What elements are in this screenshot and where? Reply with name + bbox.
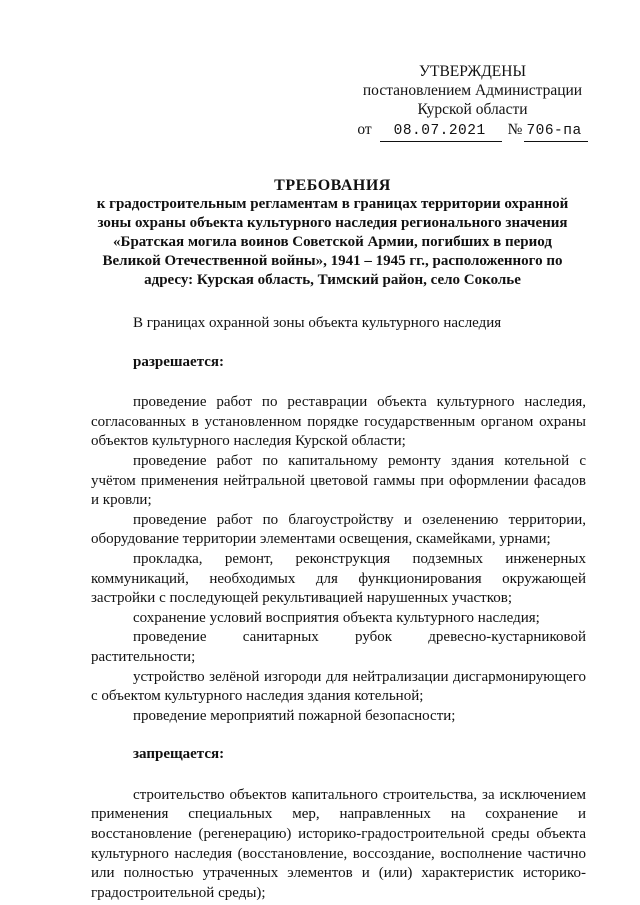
title-line: зоны охраны объекта культурного наследия регионального значения xyxy=(97,215,568,231)
approval-decree-line: постановлением Администрации xyxy=(362,82,583,99)
number-prefix: № xyxy=(507,121,523,138)
approval-number: 706-па xyxy=(524,122,587,142)
approval-date-line xyxy=(350,120,595,142)
document-title xyxy=(80,176,585,290)
list-item: проведение работ по капитальному ремонту здания котельной с учётом применения нейтральной цветовой гаммы при оформлении фасадов и кровли; xyxy=(91,452,586,509)
title-line: «Братская могила воинов Советской Армии, погибших в период xyxy=(113,234,552,250)
list-item: проведение работ по реставрации объекта культурного наследия, согласованных в установленном порядке государственным органом охраны объектов культурного наследия Курской области; xyxy=(91,394,586,450)
list-item: устройство зелёной изгороди для нейтрализации дисгармонирующего с объектом культурного наследия здания котельной; xyxy=(91,668,586,705)
title-line: Великой Отечественной войны», 1941 – 1945 гг., расположенного по xyxy=(102,253,563,269)
list-item: проведение санитарных рубок древесно-кустарниковой растительности; xyxy=(91,629,586,665)
title-line: к градостроительным регламентам в границах территории охранной xyxy=(96,196,569,212)
document-body xyxy=(91,314,586,903)
approval-stamp xyxy=(350,62,595,142)
forbidden-heading: запрещается: xyxy=(133,746,225,763)
list-item: прокладка, ремонт, реконструкция подземных инженерных коммуникаций, необходимых для функционирования окружающей застройки с последующей рекультивацией нарушенных участков; xyxy=(91,550,586,607)
title-heading: ТРЕБОВАНИЯ xyxy=(274,177,391,194)
list-item: проведение мероприятий пожарной безопасности; xyxy=(133,707,456,724)
allowed-heading: разрешается: xyxy=(133,353,225,370)
list-item: сохранение условий восприятия объекта культурного наследия; xyxy=(133,609,540,626)
approval-heading: УТВЕРЖДЕНЫ xyxy=(419,63,526,80)
list-item: проведение работ по благоустройству и озеленению территории, оборудование территории элементами освещения, скамейками, урнами; xyxy=(91,511,586,548)
list-item: строительство объектов капитального строительства, за исключением применения специальных мер, направленных на сохранение и восстановление (регенерацию) историко-градостроительной среды объекта культурного наследия (восстановление, воссоздание, восполнение частично или полностью утраченных элементов и (или) характеристик историко-градостроительной среды); xyxy=(91,786,586,901)
approval-authority-line: Курской области xyxy=(417,101,528,118)
intro-paragraph: В границах охранной зоны объекта культурного наследия xyxy=(133,315,502,331)
date-prefix: от xyxy=(357,121,372,138)
approval-date: 08.07.2021 xyxy=(380,122,502,142)
forbidden-list xyxy=(91,786,586,904)
allowed-list xyxy=(91,393,586,726)
title-line: адресу: Курская область, Тимский район, село Сокольe xyxy=(144,272,521,288)
